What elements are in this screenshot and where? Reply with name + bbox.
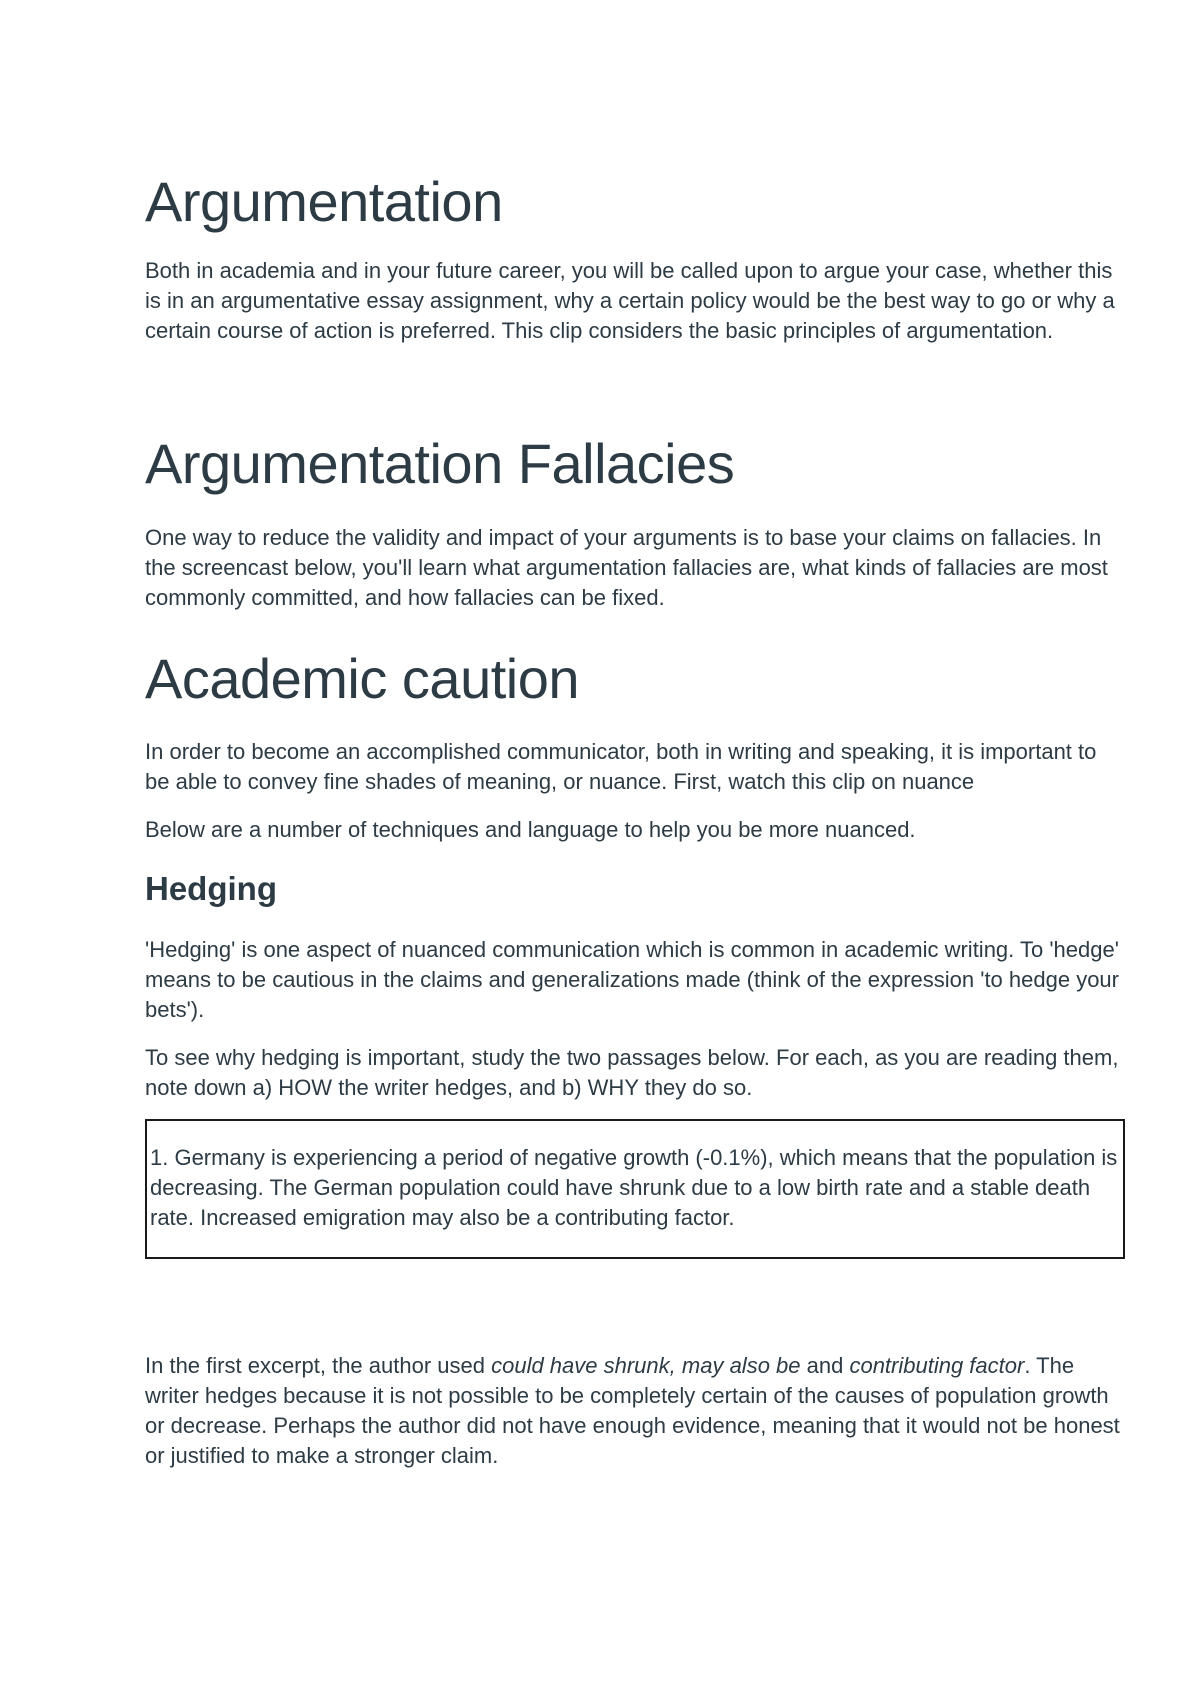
heading-argumentation-fallacies: Argumentation Fallacies [145,432,735,496]
heading-hedging: Hedging [145,870,277,908]
analysis-sep-comma: , [669,1352,682,1378]
analysis-term-contributing-factor: contributing factor [849,1352,1025,1378]
paragraph-fallacies: One way to reduce the validity and impact of your arguments is to base your claims on fallacies. In the screencast below, you'll learn what argumentation fallacies are, what kinds of fallacies are most commonly committed, and how fallacies can be fixed. [145,524,1108,610]
paragraph-argumentation: Both in academia and in your future career, you will be called upon to argue your case, whether this is in an argumentative essay assignment, why a certain policy would be the best way to go or why a certain course of action is preferred. This clip considers the basic principles of argumentation. [145,258,1115,344]
excerpt-box [145,1119,1125,1259]
heading-argumentation: Argumentation [145,170,503,233]
paragraph-hedging-instructions: To see why hedging is important, study the two passages below. For each, as you are reading them, note down a) HOW the writer hedges, and b) WHY they do so. [145,1044,1119,1100]
analysis-term-may-also-be: may also be [681,1352,801,1378]
analysis-intro: In the first excerpt, the author used [145,1352,492,1378]
paragraph-hedging-definition: 'Hedging' is one aspect of nuanced communication which is common in academic writing. To 'hedge' means to be cautious in the claims and generalizations made (think of the expression 'to hedge your bets'). [145,936,1119,1022]
analysis-term-could-have-shrunk: could have shrunk [491,1352,670,1378]
heading-academic-caution: Academic caution [145,646,580,710]
paragraph-techniques: Below are a number of techniques and language to help you be more nuanced. [145,817,916,843]
analysis-sep-and: and [800,1352,850,1378]
document-content [145,160,1125,1471]
excerpt-text: 1. Germany is experiencing a period of negative growth (-0.1%), which means that the population is decreasing. The German population could have shrunk due to a low birth rate and a stable death rate. Increased emigration may also be a contributing factor. [150,1144,1118,1230]
analysis-rest: . The writer hedges because it is not possible to be completely certain of the causes of population growth or decrease. Perhaps the author did not have enough evidence, meaning that it would not be honest or justified to make a stronger claim. [145,1352,1120,1468]
paragraph-analysis [145,1351,1125,1471]
paragraph-caution: In order to become an accomplished communicator, both in writing and speaking, it is important to be able to convey fine shades of meaning, or nuance. First, watch this clip on nuance [145,739,1097,795]
